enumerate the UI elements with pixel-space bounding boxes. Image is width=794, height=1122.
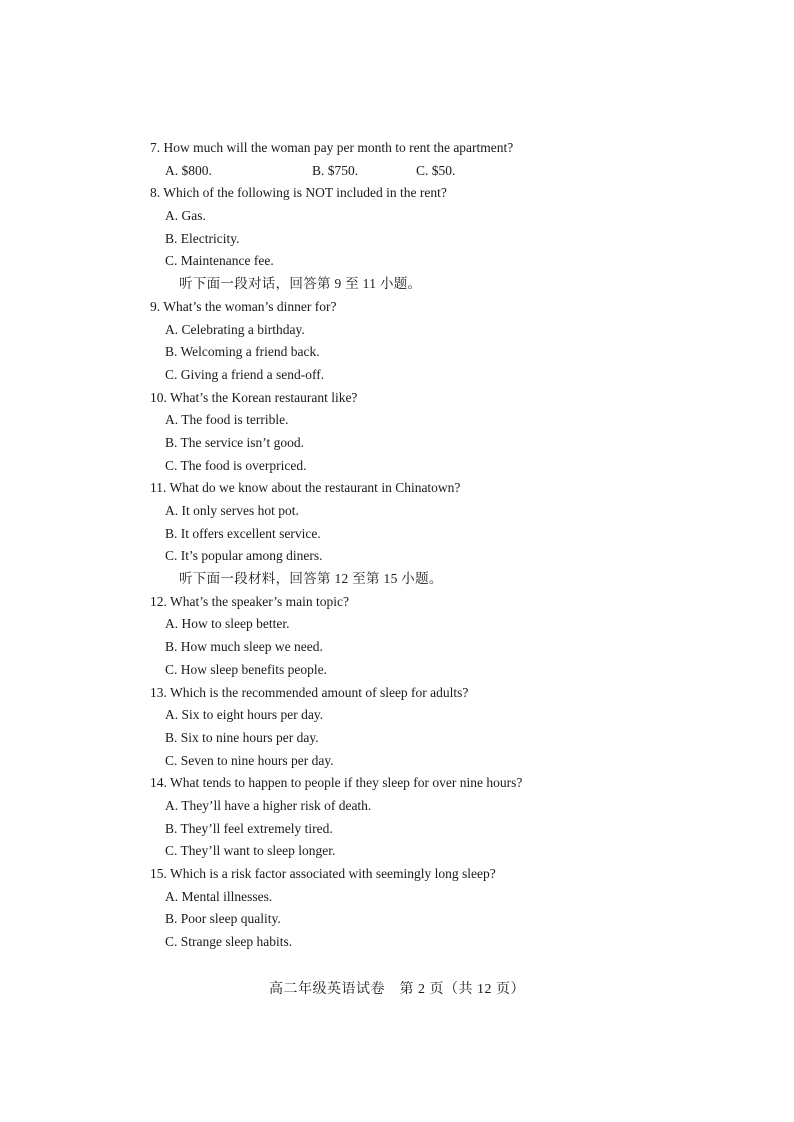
question-11-stem: 11. What do we know about the restaurant in Chinatown? xyxy=(150,480,461,496)
instruction-9-11: 听下面一段对话，回答第 9 至 11 小题。 xyxy=(179,276,422,292)
question-list xyxy=(150,137,650,954)
question-8-option-a: A. Gas. xyxy=(165,208,206,224)
question-7-option-c: C. $50. xyxy=(416,162,456,178)
question-13-option-c: C. Seven to nine hours per day. xyxy=(165,752,334,768)
question-11-option-c: C. It’s popular among diners. xyxy=(165,548,323,564)
question-9-option-a: A. Celebrating a birthday. xyxy=(165,321,305,337)
question-12-option-b: B. How much sleep we need. xyxy=(165,639,323,655)
question-14-stem: 14. What tends to happen to people if they sleep for over nine hours? xyxy=(150,775,523,791)
question-11-option-a: A. It only serves hot pot. xyxy=(165,503,299,518)
question-7-option-a: A. $800. xyxy=(165,162,212,178)
question-12-option-c: C. How sleep benefits people. xyxy=(165,661,327,677)
question-11-option-b: B. It offers excellent service. xyxy=(165,525,321,541)
question-12-stem: 12. What’s the speaker’s main topic? xyxy=(150,593,349,609)
question-9-option-c: C. Giving a friend a send-off. xyxy=(165,366,325,382)
question-14-option-a: A. They’ll have a higher risk of death. xyxy=(165,797,372,813)
question-7-option-b: B. $750. xyxy=(312,162,359,178)
question-12-option-a: A. How to sleep better. xyxy=(165,616,290,632)
question-13-stem: 13. Which is the recommended amount of sleep for adults? xyxy=(150,684,469,700)
question-9-stem: 9. What’s the woman’s dinner for? xyxy=(150,298,337,314)
instruction-12-15: 听下面一段材料，回答第 12 至第 15 小题。 xyxy=(179,571,443,587)
question-10-option-c: C. The food is overpriced. xyxy=(165,457,307,473)
question-13-option-a: A. Six to eight hours per day. xyxy=(165,707,324,723)
question-8-option-b: B. Electricity. xyxy=(165,230,240,246)
question-9-option-b: B. Welcoming a friend back. xyxy=(165,344,320,360)
question-15-stem: 15. Which is a risk factor associated with seemingly long sleep? xyxy=(150,866,496,881)
question-15-option-a: A. Mental illnesses. xyxy=(165,888,273,904)
question-14-option-b: B. They’ll feel extremely tired. xyxy=(165,820,333,836)
question-10-option-a: A. The food is terrible. xyxy=(165,412,289,428)
question-8-option-c: C. Maintenance fee. xyxy=(165,253,274,269)
question-10-option-b: B. The service isn’t good. xyxy=(165,434,304,450)
question-7-stem: 7. How much will the woman pay per month to rent the apartment? xyxy=(150,140,514,155)
page-footer: 高二年级英语试卷 第 2 页（共 12 页） xyxy=(269,982,525,997)
question-15-option-c: C. Strange sleep habits. xyxy=(165,934,293,950)
question-7-options xyxy=(150,160,650,183)
question-13-option-b: B. Six to nine hours per day. xyxy=(165,729,319,745)
question-15-option-b: B. Poor sleep quality. xyxy=(165,911,281,927)
question-10-stem: 10. What’s the Korean restaurant like? xyxy=(150,389,358,405)
question-14-option-c: C. They’ll want to sleep longer. xyxy=(165,843,336,859)
question-8-stem: 8. Which of the following is NOT included in the rent? xyxy=(150,185,447,201)
